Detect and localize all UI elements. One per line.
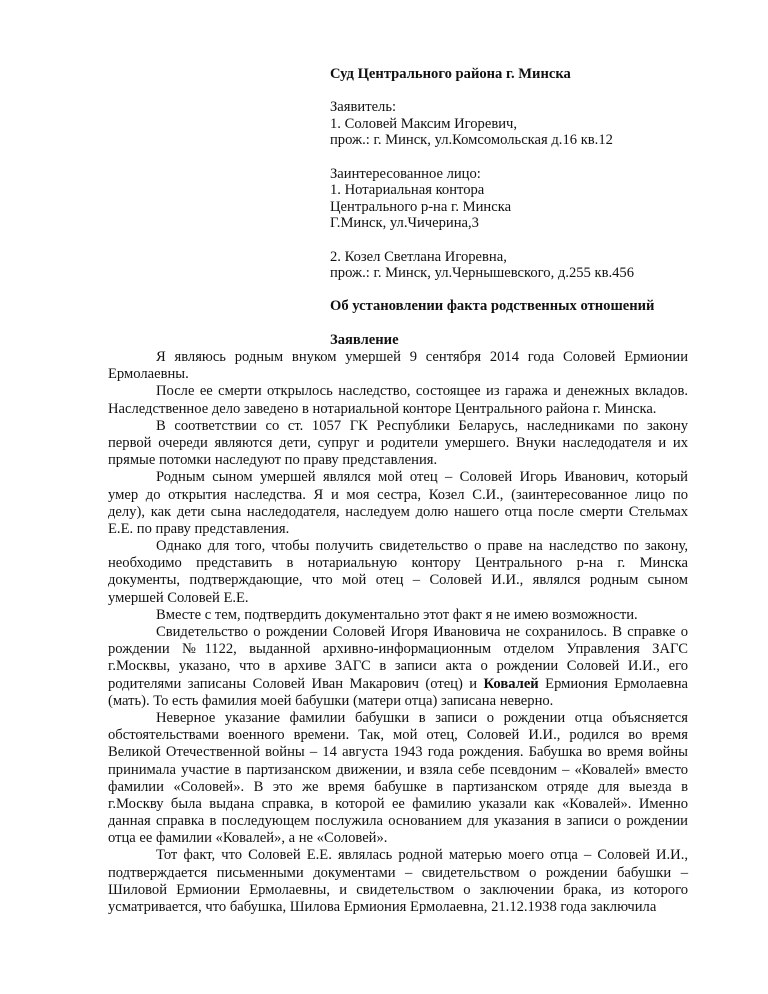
- text-line: умершей Соловей Е.Е.: [108, 589, 249, 606]
- paragraph: [108, 418, 688, 470]
- text-line: (мать). То есть фамилия моей бабушки (матери отца) записана неверно.: [108, 692, 554, 709]
- paragraph: [108, 538, 688, 607]
- text-line: г.Москву была выдана справка, в которой ее фамилию указали как «Ковалей». Именно: [108, 795, 688, 812]
- text-line: Е.Е. по праву представления.: [108, 520, 290, 537]
- text-line: усматривается, что бабушка, Шилова Ермиония Ермолаевна, 21.12.1938 года заключила: [108, 899, 657, 915]
- paragraph: [108, 607, 688, 624]
- text-line: данная справка в последующем послужила основанием для указания в записи о рождении: [108, 813, 688, 830]
- text-line: Тот факт, что Соловей Е.Е. являлась родной матерью моего отца – Соловей И.И.,: [156, 847, 688, 864]
- text-line: Однако для того, чтобы получить свидетельство о праве на наследство по закону,: [156, 538, 688, 555]
- interested1-line1: 1. Нотариальная контора: [330, 182, 485, 199]
- text-line: г.Москвы, указано, что в архиве ЗАГС в записи акта о рождении Соловей И.И., его: [108, 658, 688, 675]
- text-line: Наследственное дело заведено в нотариальной конторе Центрального района г. Минска.: [108, 400, 657, 417]
- court-name: Суд Центрального района г. Минска: [330, 66, 571, 82]
- interested-label: Заинтересованное лицо:: [330, 165, 481, 182]
- text-line: Неверное указание фамилии бабушки в записи о рождении отца объясняется: [156, 709, 688, 726]
- applicant-address: прож.: г. Минск, ул.Комсомольская д.16 кв.12: [330, 132, 613, 149]
- interested2-name: 2. Козел Светлана Игоревна,: [330, 248, 507, 265]
- text-line: Шиловой Ермионии Ермолаевны, и свидетельством о заключении брака, из которого: [108, 881, 688, 898]
- interested2-address: прож.: г. Минск, ул.Чернышевского, д.255 кв.456: [330, 265, 635, 282]
- text-line: После ее смерти открылось наследство, состоящее из гаража и денежных вкладов.: [156, 383, 688, 400]
- text-line: Свидетельство о рождении Соловей Игоря Ивановича не сохранилось. В справке о: [156, 624, 688, 640]
- text-line: подтверждается письменными документами – свидетельством о рождении бабушки –: [108, 864, 688, 881]
- text-line: необходимо представить в нотариальную контору Центрального р-на г. Минска: [108, 555, 688, 572]
- document-body: [108, 349, 688, 916]
- paragraph: [108, 383, 688, 417]
- text-line: Ермолаевны.: [108, 366, 189, 383]
- text-line: Я являюсь родным внуком умершей 9 сентября 2014 года Соловей Ермионии: [156, 349, 688, 365]
- text-line: родителями записаны Соловей Иван Макарович (отец) и Ковалей Ермиония Ермолаевна: [108, 675, 688, 692]
- text-line: отца ее фамилии «Ковалей», а не «Соловей».: [108, 830, 388, 847]
- document-title: Заявление: [330, 331, 399, 348]
- text-line: рождении №1122, выданной архивно-информационным отделом Управления ЗАГС: [108, 641, 688, 658]
- text-line: прямые потомки наследуют по праву представления.: [108, 452, 438, 469]
- interested1-line2: Центрального р-на г. Минска: [330, 198, 512, 215]
- subject-line: Об установлении факта родственных отношений: [330, 298, 655, 315]
- text-line: Вместе с тем, подтвердить документально этот факт я не имею возможности.: [156, 606, 638, 623]
- paragraph: [108, 847, 688, 916]
- text-line: принимала участие в партизанском движении, и взяла себе псевдоним – «Ковалей» вместо: [108, 761, 688, 778]
- text-line: документы, подтверждающие, что мой отец – Соловей И.И., являлся родным сыном: [108, 572, 688, 589]
- text-line: умер до открытия наследства. Я и моя сестра, Козел С.И., (заинтересованное лицо по: [108, 486, 688, 503]
- text-line: В соответствии со ст. 1057 ГК Республики Беларусь, наследниками по закону: [156, 417, 688, 434]
- text-line: обстоятельствами военного времени. Так, мой отец, Соловей И.И., родился во время: [108, 727, 688, 744]
- document-header: [330, 66, 730, 348]
- paragraph: [108, 349, 688, 383]
- interested1-line3: Г.Минск, ул.Чичерина,3: [330, 215, 479, 232]
- text-line: первой очереди являются дети, супруг и родители умершего. Внуки наследодателя и их: [108, 434, 688, 451]
- text-line: фамилии «Соловей». В это же время бабушке в партизанском отряде для выезда в: [108, 778, 688, 795]
- paragraph: [108, 469, 688, 538]
- applicant-label: Заявитель:: [330, 99, 397, 116]
- text-line: Великой Отечественной войны – 14 августа 1943 года рождения. Бабушка во время войны: [108, 744, 688, 761]
- paragraph: [108, 624, 688, 710]
- applicant-name: 1. Соловей Максим Игоревич,: [330, 115, 518, 132]
- text-line: Родным сыном умершей являлся мой отец – Соловей Игорь Иванович, который: [156, 469, 688, 486]
- paragraph: [108, 710, 688, 848]
- text-line: делу), как дети сына наследодателя, наследуем долю нашего отца после смерти Стельмах: [108, 503, 688, 520]
